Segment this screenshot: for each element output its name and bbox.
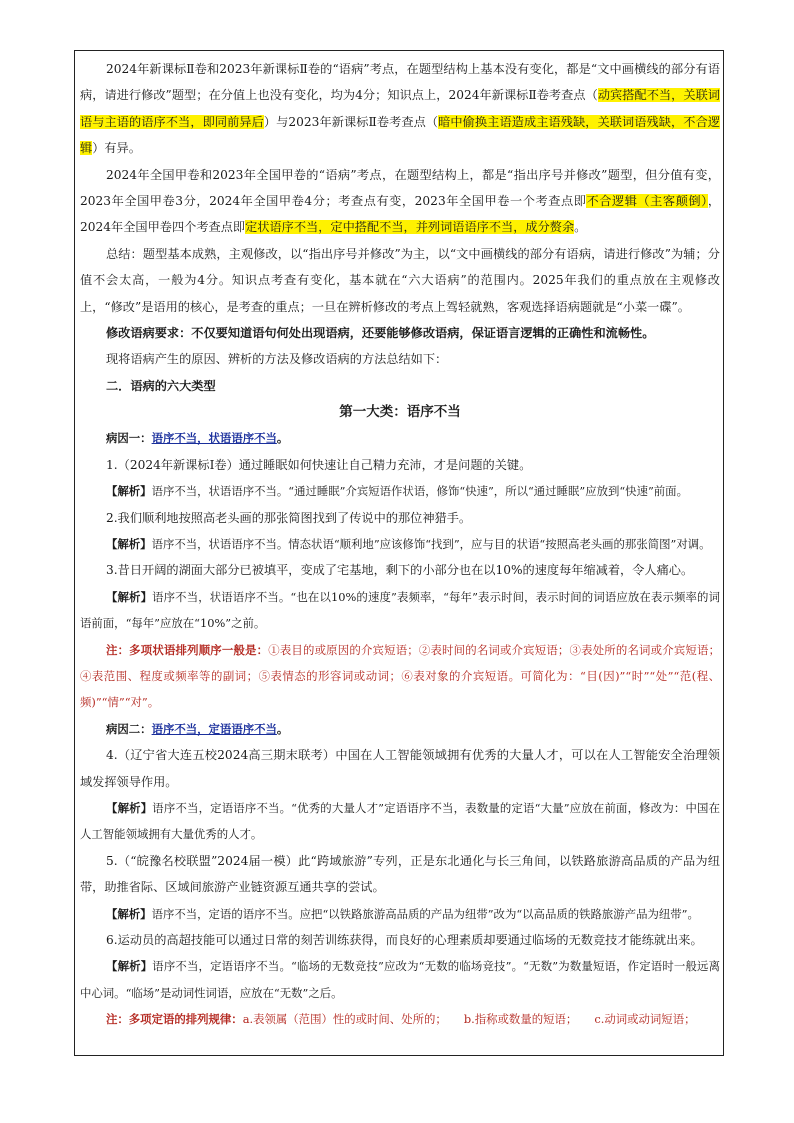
question-6: 6.运动员的高超技能可以通过日常的刻苦训练获得，而良好的心理素质却要通过临场的无数竞技才能练就出来。 bbox=[106, 933, 703, 947]
category-heading: 第一大类：语序不当 bbox=[339, 404, 461, 421]
paragraph-requirement: 修改语病要求：不仅要知道语句何处出现语病，还要能够修改语病，保证语言逻辑的正确性和流畅性。 bbox=[106, 326, 655, 341]
section-title: 二．语病的六大类型 bbox=[106, 378, 216, 393]
note-attributive-order: 注：多项定语的排列规律：a.表领属（范围）性的或时间、处所的； b.指称或数量的短语； c.动词或动词短语； bbox=[106, 1012, 696, 1027]
question-3: 3.昔日开阔的湖面大部分已被填平，变成了宅基地，剩下的小部分也在以10%的速度每年缩减着，令人痛心。 bbox=[106, 563, 694, 578]
analysis-6: 【解析】语序不当，定语语序不当。“临场的无数竞技”应改为“无数的临场竞技”。“无数”为数量短语，作定语时一般远离中心词。“临场”是动词性词语，应放在“无数”之后。 bbox=[80, 959, 720, 1000]
analysis-5: 【解析】语序不当，定语的语序不当。应把“以铁路旅游高品质的产品为纽带”改为“以高品质的铁路旅游产品为纽带”。 bbox=[106, 906, 699, 921]
question-5: 5.（“皖豫名校联盟”2024届一模）此“跨域旅游”专列，正是东北通化与长三角间，以铁路旅游高品质的产品为纽带，助推省际、区域间旅游产业链资源互通共享的尝试。 bbox=[80, 853, 720, 895]
analysis-1: 【解析】语序不当，状语语序不当。“通过睡眠”介宾短语作状语，修饰“快速”，所以“通过睡眠”应放到“快速”前面。 bbox=[106, 484, 688, 499]
document-body bbox=[80, 56, 720, 1033]
question-2: 2.我们顺利地按照高老头画的那张简图找到了传说中的那位神猎手。 bbox=[106, 510, 472, 525]
question-1: 1.（2024年新课标Ⅰ卷）通过睡眠如何快速让自己精力充沛，才是问题的关键。 bbox=[106, 457, 532, 472]
analysis-2: 【解析】语序不当，状语语序不当。情态状语“顺利地”应该修饰“找到”，应与目的状语“按照高老头画的那张简图”对调。 bbox=[106, 536, 711, 551]
question-4: 4.（辽宁省大连五校2024高三期末联考）中国在人工智能领域拥有优秀的大量人才，可以在人工智能安全治理领域发挥领导作用。 bbox=[80, 748, 720, 789]
cause-1: 病因一：语序不当，状语语序不当。 bbox=[106, 431, 289, 446]
cause-2: 病因二：语序不当，定语语序不当。 bbox=[106, 721, 289, 736]
paragraph-summary: 总结：题型基本成熟，主观修改，以“指出序号并修改”为主，以“文中画横线的部分有语病，请进行修改”为辅；分值不会太高，一般为4分。知识点考查有变化，基本就在“六大语病”的范围内。2025年我们的重点放在主观修改上，“修改”是语用的核心，是考查的重点；一旦在辨析修改的考点上驾轻就熟，客观选择语病题就是“小菜一碟”。 bbox=[80, 246, 720, 314]
paragraph-lead: 现将语病产生的原因、辨析的方法及修改语病的方法总结如下： bbox=[106, 352, 448, 367]
note-adverbial-order: 注：多项状语排列顺序一般是：①表目的或原因的介宾短语；②表时间的名词或介宾短语；③表处所的名词或介宾短语；④表范围、程度或频率等的副词；⑤表情态的形容词或动词；⑥表对象的介宾短语。可简化为：“目(因)”“时”“处”“范(程、频)”“情”“对”。 bbox=[80, 642, 720, 710]
paragraph-intro-1: 2024年新课标Ⅱ卷和2023年新课标Ⅱ卷的“语病”考点，在题型结构上基本没有变化，都是“文中画横线的部分有语病，请进行修改”题型；在分值上也没有变化，均为4分；知识点上，2024年新课标Ⅱ卷考查点（动宾搭配不当，关联词语与主语的语序不当，即同前异后）与2023年新课标Ⅱ卷考查点（暗中偷换主语造成主语残缺，关联词语残缺，不合逻辑）有异。 bbox=[80, 62, 721, 156]
analysis-4: 【解析】语序不当，定语语序不当。“优秀的大量人才”定语语序不当，表数量的定语“大量”应放在前面，修改为：中国在人工智能领域拥有大量优秀的人才。 bbox=[80, 800, 720, 842]
analysis-3: 【解析】语序不当，状语语序不当。“也在以10%的速度”表频率，“每年”表示时间，表示时间的词语应放在表示频率的词语前面，“每年”应放在“10%”之前。 bbox=[80, 589, 720, 631]
paragraph-intro-2: 2024年全国甲卷和2023年全国甲卷的“语病”考点，在题型结构上，都是“指出序号并修改”题型，但分值有变，2023年全国甲卷3分，2024年全国甲卷4分；考查点有变，2023年全国甲卷一个考查点即不合逻辑（主客颠倒），2024年全国甲卷四个考查点即定状语序不当，定中搭配不当，并列词语语序不当，成分赘余。 bbox=[80, 167, 720, 235]
